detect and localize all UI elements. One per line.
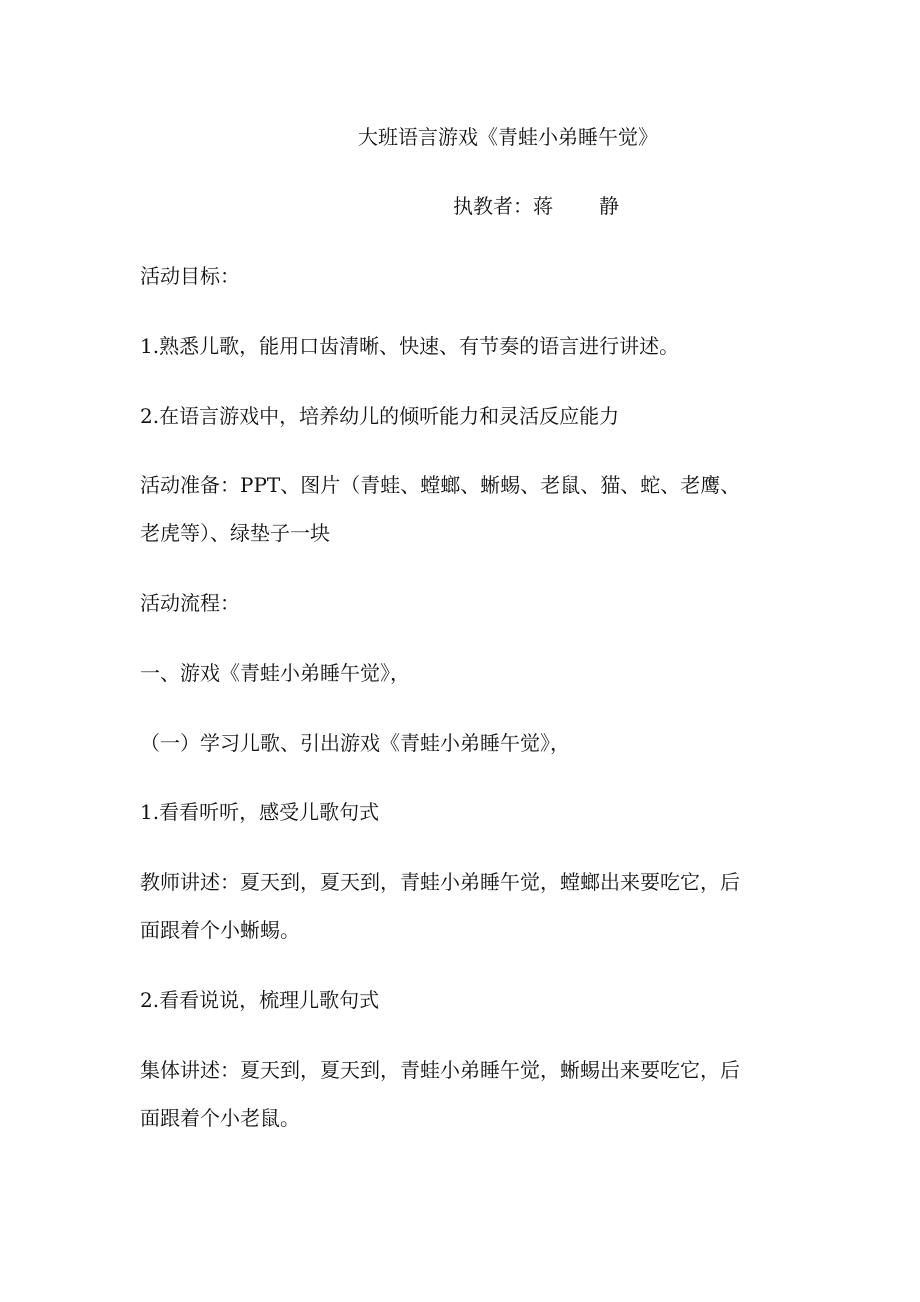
teacher-narration-line-2: 面跟着个小蜥蜴。: [140, 918, 300, 942]
group-narration-line-1: 集体讲述：夏天到，夏天到，青蛙小弟睡午觉，蜥蜴出来要吃它，后: [140, 1058, 740, 1082]
process-item-2: 2.看看说说，梳理儿歌句式: [140, 988, 380, 1012]
process-step-1: 一、游戏《青蛙小弟睡午觉》，: [140, 661, 410, 685]
author-line: [453, 194, 619, 218]
teacher-narration-line-1: 教师讲述：夏天到，夏天到，青蛙小弟睡午觉，螳螂出来要吃它，后: [140, 870, 740, 894]
objective-item-1: 1.熟悉儿歌，能用口齿清晰、快速、有节奏的语言进行讲述。: [140, 334, 680, 358]
objective-item-2: 2.在语言游戏中，培养幼儿的倾听能力和灵活反应能力: [140, 404, 620, 428]
section-heading-process: 活动流程：: [140, 591, 240, 615]
preparation-line-2: 老虎等）、绿垫子一块: [140, 521, 330, 545]
preparation-line-1: 活动准备：PPT、图片（青蛙、螳螂、蜥蜴、老鼠、猫、蛇、老鹰、: [140, 473, 741, 497]
document-title: 大班语言游戏《青蛙小弟睡午觉》: [358, 125, 658, 149]
author-label: 执教者：蒋: [453, 194, 553, 218]
group-narration-line-2: 面跟着个小老鼠。: [140, 1106, 300, 1130]
author-name-end: 静: [599, 194, 619, 218]
section-heading-objectives: 活动目标：: [140, 264, 240, 288]
process-substep-1: （一）学习儿歌、引出游戏《青蛙小弟睡午觉》，: [140, 731, 570, 755]
process-item-1: 1.看看听听，感受儿歌句式: [140, 800, 380, 824]
